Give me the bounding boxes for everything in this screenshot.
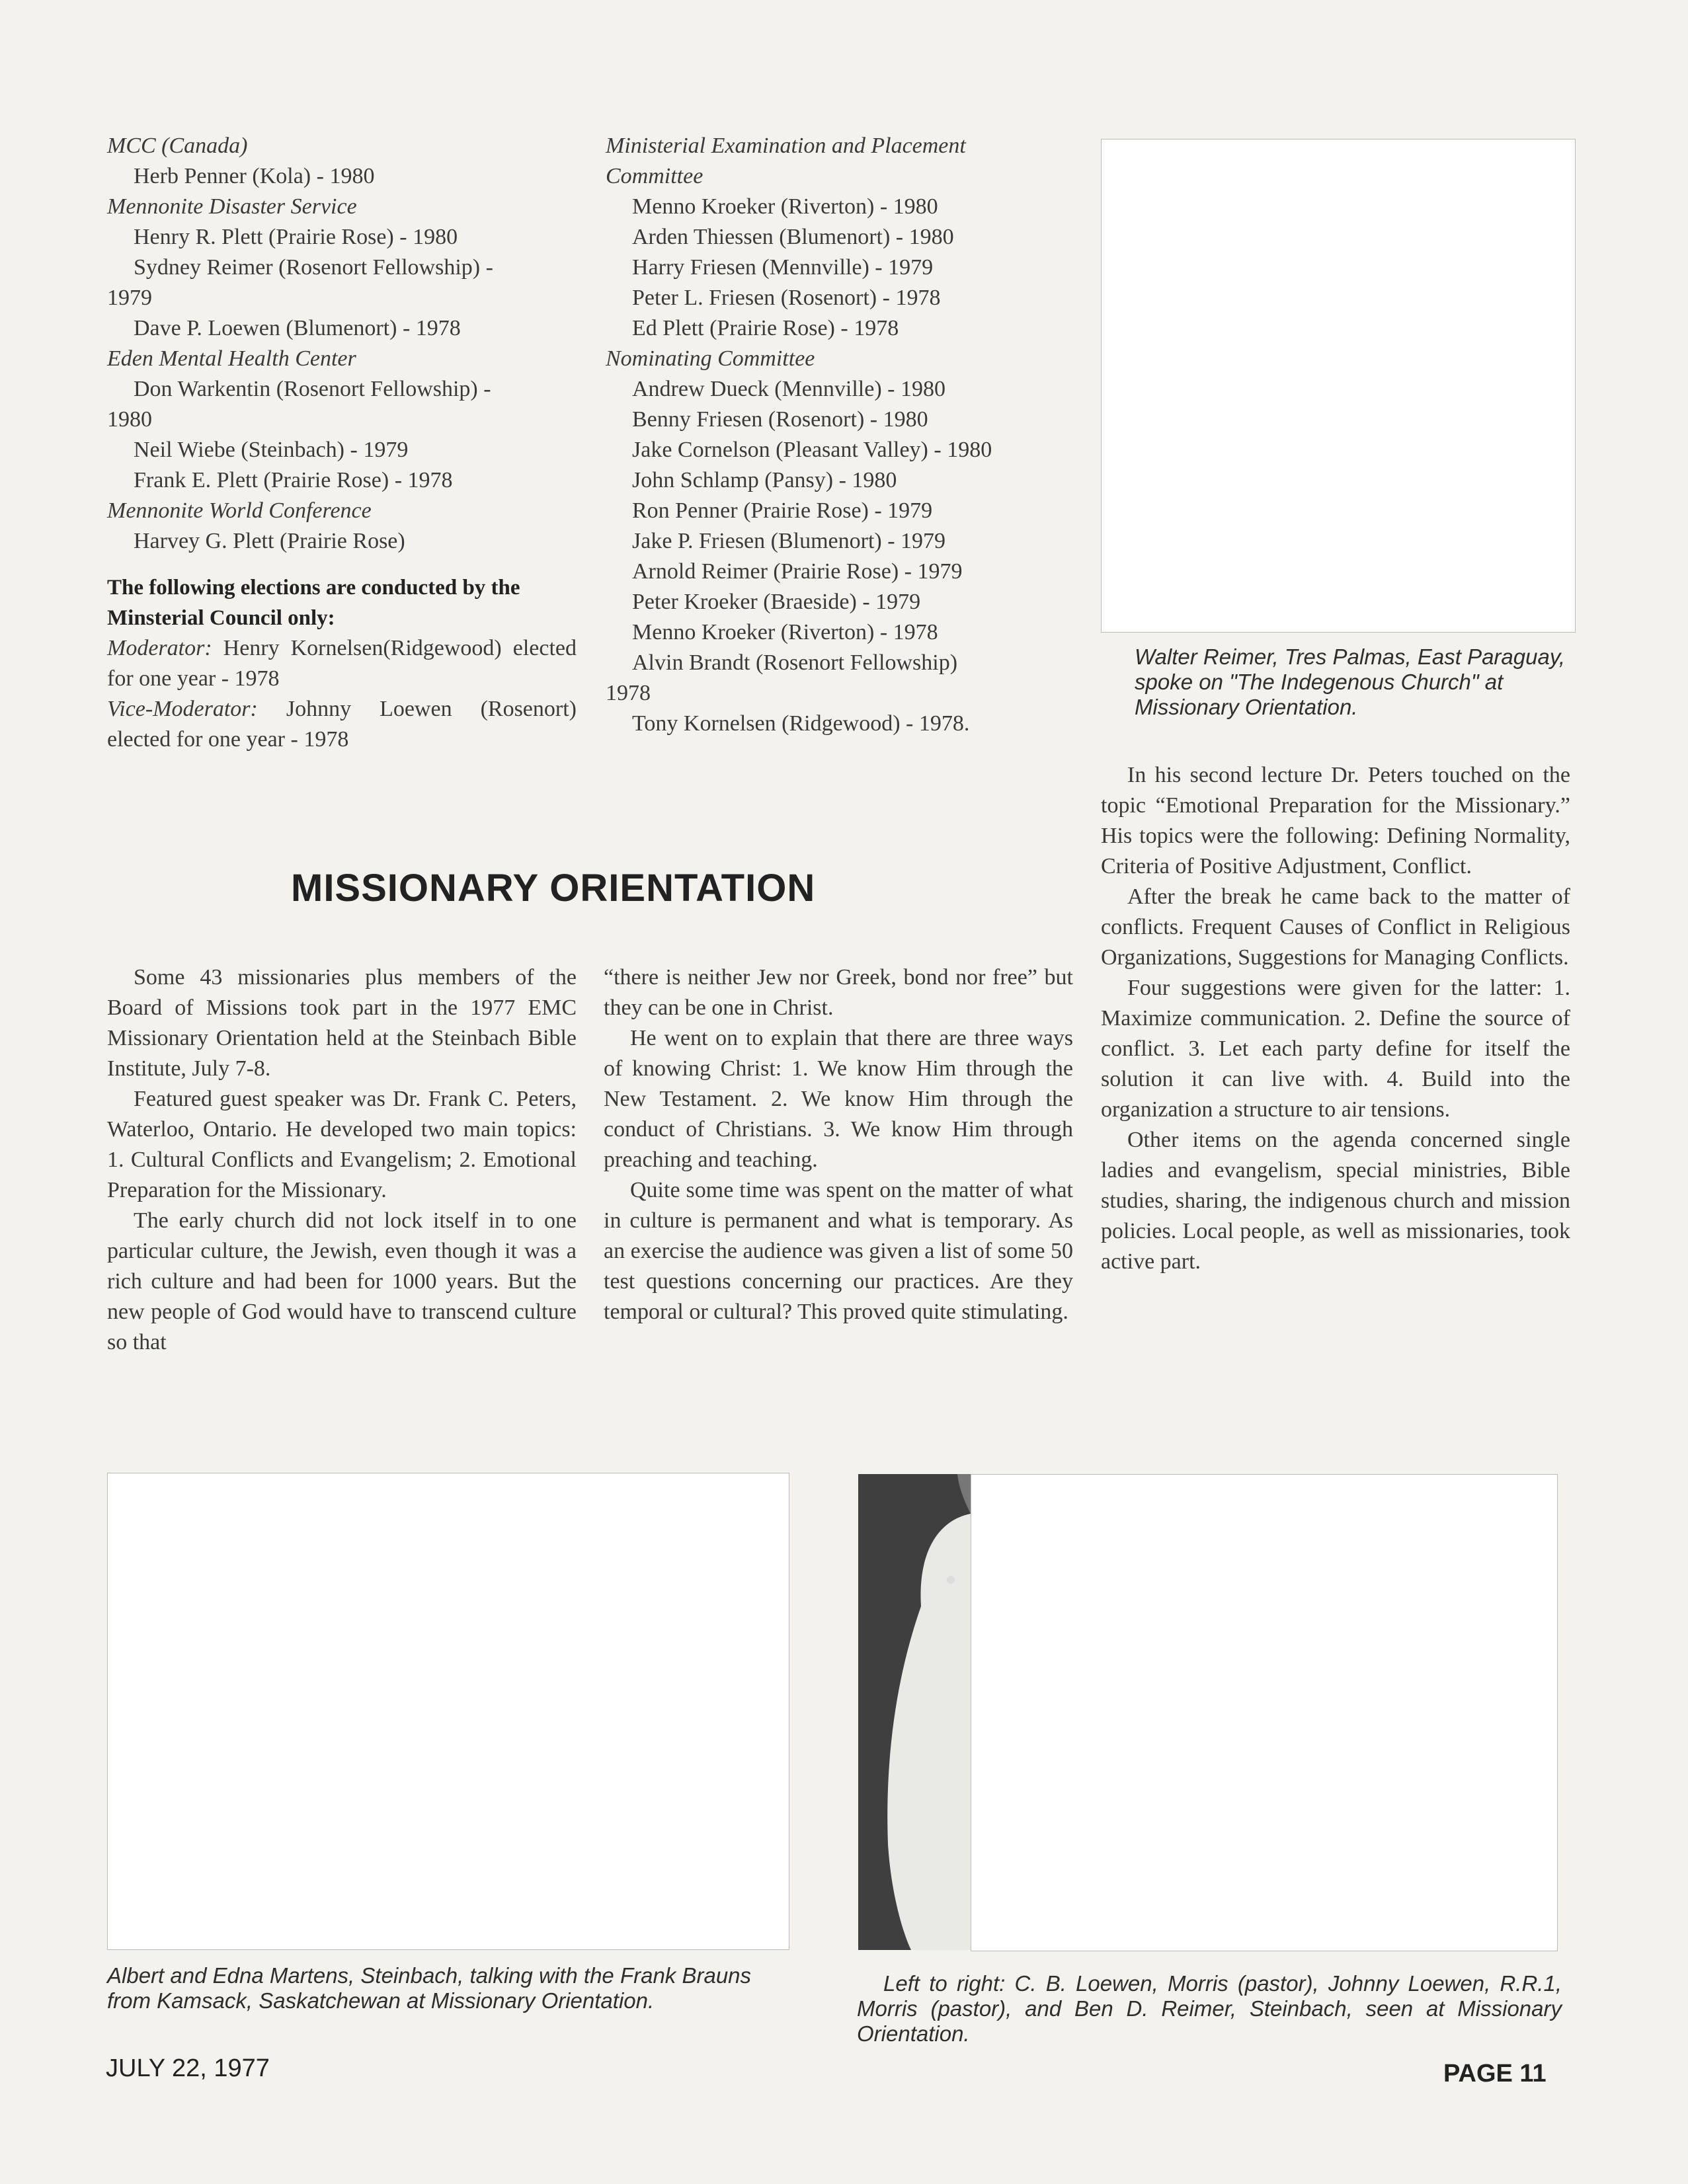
committee-member: Menno Kroeker (Riverton) - 1980: [632, 194, 938, 219]
committee-member: Neil Wiebe (Steinbach) - 1979: [134, 438, 409, 462]
committee-member: 1979: [107, 286, 152, 310]
committee-member: 1978: [606, 681, 651, 705]
committee-heading: Ministerial Examination and Placement: [606, 134, 966, 158]
committee-member: Ron Penner (Prairie Rose) - 1979: [632, 498, 933, 523]
committee-member: Arden Thiessen (Blumenort) - 1980: [632, 225, 954, 249]
elections-heading: The following elections are conducted by the Minsterial Council only:: [107, 576, 520, 630]
committee-member: Sydney Reimer (Rosenort Fellowship) -: [134, 255, 493, 280]
photo-loewen-reimer-edge: [858, 1474, 971, 1950]
committee-heading: Nominating Committee: [606, 346, 815, 371]
article-paragraph: In his second lecture Dr. Peters touched on the topic “Emotional Preparation for the Missionary.” His topics were the following: Defining Normality, Criteria of Positive Adjustment, Conflict.: [1101, 763, 1570, 878]
committee-member: Don Warkentin (Rosenort Fellowship) -: [134, 377, 491, 401]
photo-martens-brauns-caption: Albert and Edna Martens, Steinbach, talking with the Frank Brauns from Kamsack, Saskatchewan at Missionary Orientation.: [107, 1963, 752, 2013]
article-paragraph: Some 43 missionaries plus members of the Board of Missions took part in the 1977 EMC Missionary Orientation held at the Steinbach Bible Institute, July 7-8.: [107, 965, 577, 1081]
article-paragraph: He went on to explain that there are three ways of knowing Christ: 1. We know Him through the New Testament. 2. We know Him through the conduct of Christians. 3. We know Him through preaching and teaching.: [604, 1026, 1073, 1172]
committee-member: Frank E. Plett (Prairie Rose) - 1978: [134, 468, 453, 492]
article-col1: [107, 962, 577, 1358]
col1-lines: [107, 131, 577, 557]
committee-member: Arnold Reimer (Prairie Rose) - 1979: [632, 559, 963, 584]
article-col2-paragraphs: [604, 1023, 1073, 1327]
committee-heading: Eden Mental Health Center: [107, 346, 356, 371]
vice-moderator-entry: [107, 694, 577, 755]
committee-list-col2: [606, 131, 1075, 739]
article-col2: [604, 962, 1073, 1327]
committee-member: Herb Penner (Kola) - 1980: [134, 164, 375, 188]
article-paragraph: The early church did not lock itself in to one particular culture, the Jewish, even though it was a rich culture and had been for 1000 years. But the new people of God would have to transcend culture so that: [107, 1208, 577, 1354]
photo-walter-reimer-caption: Walter Reimer, Tres Palmas, East Paraguay, spoke on "The Indegenous Church" at Missionary Orientation.: [1135, 644, 1566, 719]
committee-member: Harry Friesen (Mennville) - 1979: [632, 255, 934, 280]
article-col2-continuation: “there is neither Jew nor Greek, bond nor free” but they can be one in Christ.: [604, 965, 1073, 1020]
committee-member: 1980: [107, 407, 152, 432]
photo-loewen-reimer-caption: Left to right: C. B. Loewen, Morris (pastor), Johnny Loewen, R.R.1, Morris (pastor), and Ben D. Reimer, Steinbach, seen at Missionary Orientation.: [857, 1971, 1562, 2046]
committee-member: Dave P. Loewen (Blumenort) - 1978: [134, 316, 461, 340]
article-paragraph: Four suggestions were given for the latter: 1. Maximize communication. 2. Define the source of conflict. 3. Let each party define for itself the solution it can live with. 4. Build into the organization a structure to air tensions.: [1101, 976, 1570, 1122]
moderator-text: Henry Kornelsen(Ridgewood) elected for one year - 1978: [107, 636, 577, 691]
footer-page-number: PAGE 11: [1443, 2060, 1547, 2087]
committee-member: Jake Cornelson (Pleasant Valley) - 1980: [632, 438, 992, 462]
committee-heading: Committee: [606, 164, 703, 188]
col2-lines: [606, 131, 1075, 739]
photo-figure-shape: [858, 1474, 971, 1950]
committee-member: Peter Kroeker (Braeside) - 1979: [632, 590, 921, 614]
committee-member: Andrew Dueck (Mennville) - 1980: [632, 377, 945, 401]
committee-member: Ed Plett (Prairie Rose) - 1978: [632, 316, 899, 340]
footer-date: JULY 22, 1977: [106, 2054, 270, 2082]
photo-martens-brauns: [107, 1473, 789, 1950]
committee-heading: Mennonite Disaster Service: [107, 194, 357, 219]
committee-member: Tony Kornelsen (Ridgewood) - 1978.: [632, 711, 970, 736]
committee-member: Henry R. Plett (Prairie Rose) - 1980: [134, 225, 458, 249]
article-headline: MISSIONARY ORIENTATION: [291, 867, 816, 910]
committee-member: Benny Friesen (Rosenort) - 1980: [632, 407, 928, 432]
article-paragraph: After the break he came back to the matter of conflicts. Frequent Causes of Conflict in Religious Organizations, Suggestions for Managing Conflicts.: [1101, 884, 1570, 970]
committee-heading: Mennonite World Conference: [107, 498, 372, 523]
col3-paragraphs: [1101, 760, 1570, 1277]
article-paragraph: Quite some time was spent on the matter of what in culture is permanent and what is temporary. As an exercise the audience was given a list of some 50 test questions concerning our practices. Are they temporal or cultural? This proved quite stimulating.: [604, 1178, 1073, 1324]
article-col1-paragraphs: [107, 962, 577, 1358]
photo-walter-reimer: [1101, 139, 1576, 633]
moderator-label: Moderator:: [107, 636, 212, 660]
article-paragraph: Featured guest speaker was Dr. Frank C. Peters, Waterloo, Ontario. He developed two main topics: 1. Cultural Conflicts and Evangelism; 2. Emotional Preparation for the Missionary.: [107, 1087, 577, 1202]
vice-moderator-text: Johnny Loewen (Rosenort) elected for one year - 1978: [107, 697, 577, 752]
committee-member: John Schlamp (Pansy) - 1980: [632, 468, 897, 492]
moderator-entry: [107, 633, 577, 694]
committee-list-col1: [107, 131, 577, 755]
committee-member: Jake P. Friesen (Blumenort) - 1979: [632, 529, 946, 553]
committee-member: Peter L. Friesen (Rosenort) - 1978: [632, 286, 941, 310]
article-col3: [1101, 760, 1570, 1277]
article-paragraph: Other items on the agenda concerned single ladies and evangelism, special ministries, Bible studies, sharing, the indigenous church and mission policies. Local people, as well as missionaries, took active part.: [1101, 1128, 1570, 1274]
committee-member: Harvey G. Plett (Prairie Rose): [134, 529, 405, 553]
committee-heading: MCC (Canada): [107, 134, 248, 158]
committee-member: Alvin Brandt (Rosenort Fellowship): [632, 650, 958, 675]
photo-loewen-reimer: [971, 1474, 1558, 1951]
committee-member: Menno Kroeker (Riverton) - 1978: [632, 620, 938, 644]
vice-moderator-label: Vice-Moderator:: [107, 697, 258, 721]
